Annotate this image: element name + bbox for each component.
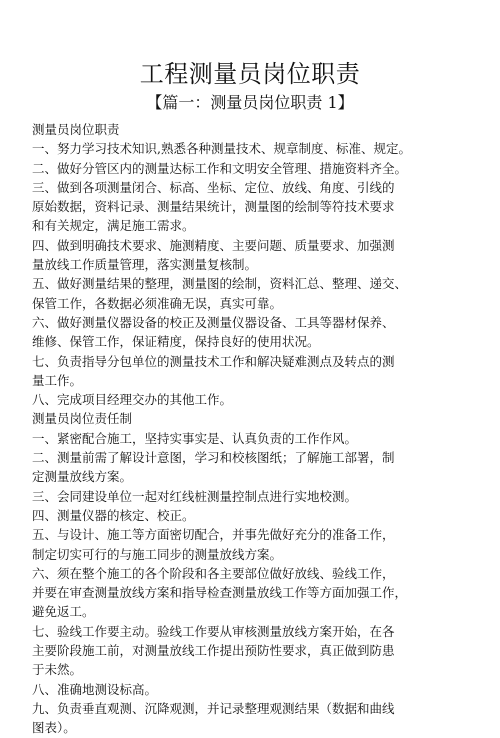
- text-line: 三、做到各项测量闭合、标高、坐标、定位、放线、角度、引线的: [32, 179, 395, 195]
- text-line: 六、做好测量仪器设备的校正及测量仪器设备、工具等器材保养、: [32, 314, 395, 330]
- text-line: 和有关规定，满足施工需求。: [32, 218, 195, 234]
- text-line: 测量员岗位职责: [32, 122, 120, 137]
- text-line: 七、验线工作要主动。验线工作要从审核测量放线方案开始，在各: [32, 623, 395, 639]
- text-line: 六、须在整个施工的各个阶段和各主要部位做好放线、验线工作，: [32, 565, 395, 581]
- text-line: 八、完成项目经理交办的其他工作。: [32, 392, 233, 408]
- text-line: 一、紧密配合施工，坚持实事实是、认真负责的工作作风。: [32, 430, 358, 446]
- text-line: 测量员岗位责任制: [32, 411, 133, 427]
- text-line: 八、准确地测设标高。: [32, 681, 158, 697]
- text-line: 三、会同建设单位一起对红线桩测量控制点进行实地校测。: [32, 488, 358, 504]
- text-line: 五、做好测量结果的整理，测量图的绘制，资料汇总、整理、递交、: [32, 276, 408, 292]
- document-subtitle: 【篇一：测量员岗位职责 1】: [146, 93, 354, 112]
- text-line: 于未然。: [32, 662, 83, 678]
- text-line: 量工作。: [32, 372, 83, 388]
- text-line: 一、努力学习技术知识,熟悉各种测量技术、规章制度、标准、规定。: [32, 141, 411, 157]
- document-body: [32, 120, 472, 738]
- text-line: 量放线工作质量管理，落实测量复核制。: [32, 257, 258, 273]
- document-title: 工程测量员岗位职责: [139, 60, 361, 88]
- text-line: 并要在审查测量放线方案和指导检查测量放线工作等方面加强工作，: [32, 585, 408, 601]
- text-line: 原始数据，资料记录、测量结果统计，测量图的绘制等符技术要求: [32, 199, 395, 215]
- text-line: 二、测量前需了解设计意图，学习和校核图纸；了解施工部署，制: [32, 450, 395, 466]
- text-line: 保管工作，各数据必须准确无误，真实可靠。: [32, 295, 283, 311]
- text-line: 定测量放线方案。: [32, 469, 133, 485]
- text-line: 维修、保管工作，保证精度，保持良好的使用状况。: [32, 334, 320, 350]
- text-line: 主要阶段施工前，对测量放线工作提出预防性要求，真正做到防患: [32, 643, 395, 659]
- text-line: 制定切实可行的与施工同步的测量放线方案。: [32, 546, 283, 562]
- text-line: 四、做到明确技术要求、施测精度、主要问题、质量要求、加强测: [32, 237, 395, 253]
- text-line: 二、做好分管区内的测量达标工作和文明安全管理、措施资料齐全。: [32, 160, 408, 176]
- text-line: 避免返工。: [32, 604, 95, 620]
- text-line: 五、与设计、施工等方面密切配合，并事先做好充分的准备工作，: [32, 527, 395, 543]
- text-line: 图表）。: [32, 720, 76, 736]
- text-line: 七、负责指导分包单位的测量技术工作和解决疑难测点及转点的测: [32, 353, 395, 369]
- text-line: 九、负责垂直观测、沉降观测，并记录整理观测结果（数据和曲线: [32, 700, 395, 716]
- text-line: 四、测量仪器的核定、校正。: [32, 507, 195, 523]
